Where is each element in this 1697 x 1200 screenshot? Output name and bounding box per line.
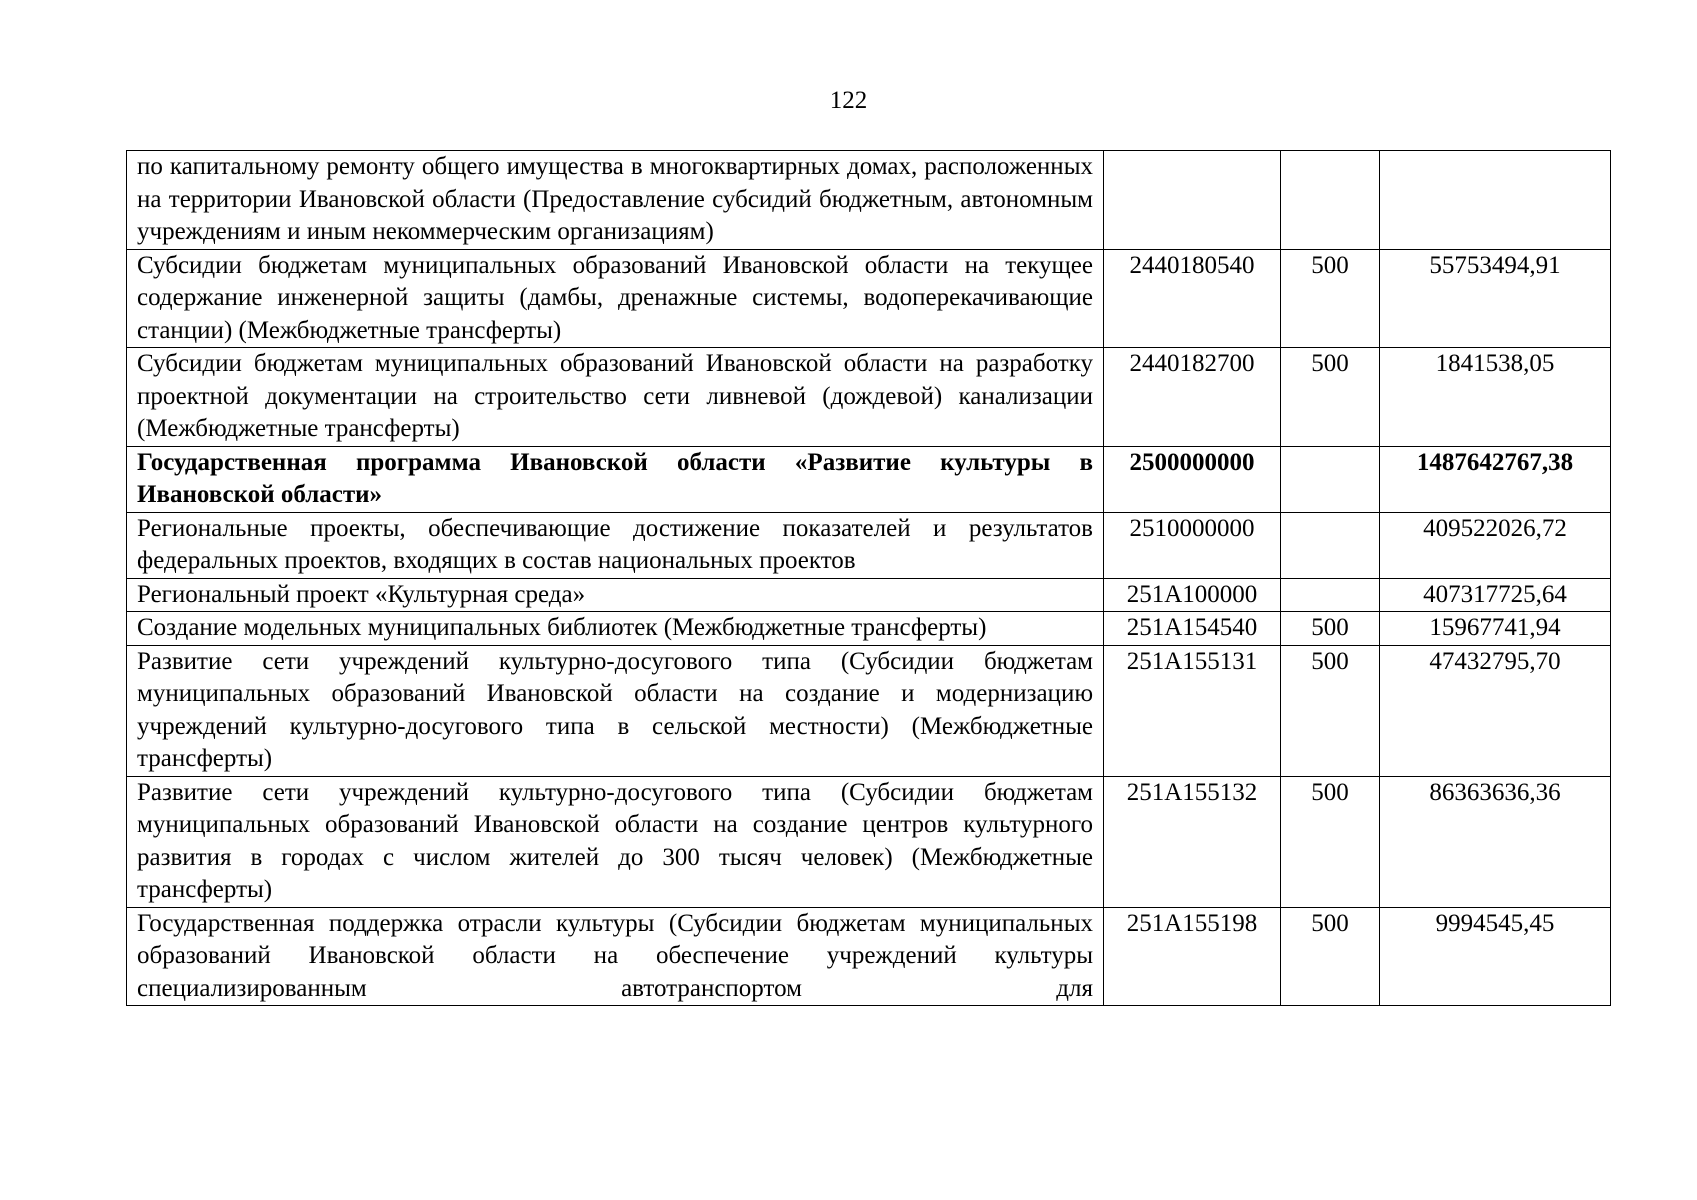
row-name-cell: Государственная поддержка отрасли культуры (Субсидии бюджетам муниципальных образований Ивановской области на обеспечение учреждений культуры специализированным автотранспортом для: [127, 907, 1104, 1006]
row-name-cell: Развитие сети учреждений культурно-досугового типа (Субсидии бюджетам муниципальных образований Ивановской области на создание центров культурного развития в городах с числом жителей до 300 тысяч человек) (Межбюджетные трансферты): [127, 776, 1104, 907]
row-type-cell: 500: [1281, 612, 1380, 646]
row-code-cell: 2510000000: [1104, 512, 1281, 578]
row-name-cell: Развитие сети учреждений культурно-досугового типа (Субсидии бюджетам муниципальных образований Ивановской области на создание и модернизацию учреждений культурно-досугового типа в сельской местности) (Межбюджетные трансферты): [127, 645, 1104, 776]
row-sum-cell: 1841538,05: [1380, 348, 1611, 447]
row-name-cell: по капитальному ремонту общего имущества в многоквартирных домах, расположенных на территории Ивановской области (Предоставление субсидий бюджетным, автономным учреждениям и иным некоммерческим организациям): [127, 151, 1104, 250]
row-sum-cell: 47432795,70: [1380, 645, 1611, 776]
row-type-cell: 500: [1281, 348, 1380, 447]
page-number: 122: [829, 87, 868, 114]
row-sum-cell: [1380, 151, 1611, 250]
table-row: [127, 249, 1611, 348]
row-sum-cell: 9994545,45: [1380, 907, 1611, 1006]
row-code-cell: 251A155198: [1104, 907, 1281, 1006]
row-type-cell: 500: [1281, 249, 1380, 348]
row-sum-cell: 86363636,36: [1380, 776, 1611, 907]
row-name-cell: Государственная программа Ивановской области «Развитие культуры в Ивановской области»: [127, 446, 1104, 512]
table-row: [127, 645, 1611, 776]
row-sum-cell: 1487642767,38: [1380, 446, 1611, 512]
row-sum-cell: 15967741,94: [1380, 612, 1611, 646]
row-code-cell: 2440182700: [1104, 348, 1281, 447]
row-code-cell: 2500000000: [1104, 446, 1281, 512]
row-name-cell: Региональные проекты, обеспечивающие достижение показателей и результатов федеральных проектов, входящих в состав национальных проектов: [127, 512, 1104, 578]
row-type-cell: [1281, 512, 1380, 578]
row-type-cell: [1281, 151, 1380, 250]
row-type-cell: [1281, 446, 1380, 512]
row-type-cell: 500: [1281, 645, 1380, 776]
table-row: [127, 151, 1611, 250]
row-code-cell: [1104, 151, 1281, 250]
row-code-cell: 251A100000: [1104, 578, 1281, 612]
row-code-cell: 2440180540: [1104, 249, 1281, 348]
row-name-cell: Субсидии бюджетам муниципальных образований Ивановской области на разработку проектной документации на строительство сети ливневой (дождевой) канализации (Межбюджетные трансферты): [127, 348, 1104, 447]
row-code-cell: 251A154540: [1104, 612, 1281, 646]
row-code-cell: 251A155132: [1104, 776, 1281, 907]
table-row: [127, 907, 1611, 1006]
table-row: [127, 512, 1611, 578]
row-sum-cell: 407317725,64: [1380, 578, 1611, 612]
budget-table: [126, 150, 1611, 1006]
row-sum-cell: 409522026,72: [1380, 512, 1611, 578]
row-code-cell: 251A155131: [1104, 645, 1281, 776]
table-row: [127, 578, 1611, 612]
row-name-cell: Создание модельных муниципальных библиотек (Межбюджетные трансферты): [127, 612, 1104, 646]
table-row-program: [127, 446, 1611, 512]
row-name-cell: Региональный проект «Культурная среда»: [127, 578, 1104, 612]
row-sum-cell: 55753494,91: [1380, 249, 1611, 348]
row-type-cell: 500: [1281, 776, 1380, 907]
table-row: [127, 612, 1611, 646]
row-type-cell: 500: [1281, 907, 1380, 1006]
row-name-cell: Субсидии бюджетам муниципальных образований Ивановской области на текущее содержание инженерной защиты (дамбы, дренажные системы, водоперекачивающие станции) (Межбюджетные трансферты): [127, 249, 1104, 348]
row-type-cell: [1281, 578, 1380, 612]
table-row: [127, 776, 1611, 907]
table-row: [127, 348, 1611, 447]
